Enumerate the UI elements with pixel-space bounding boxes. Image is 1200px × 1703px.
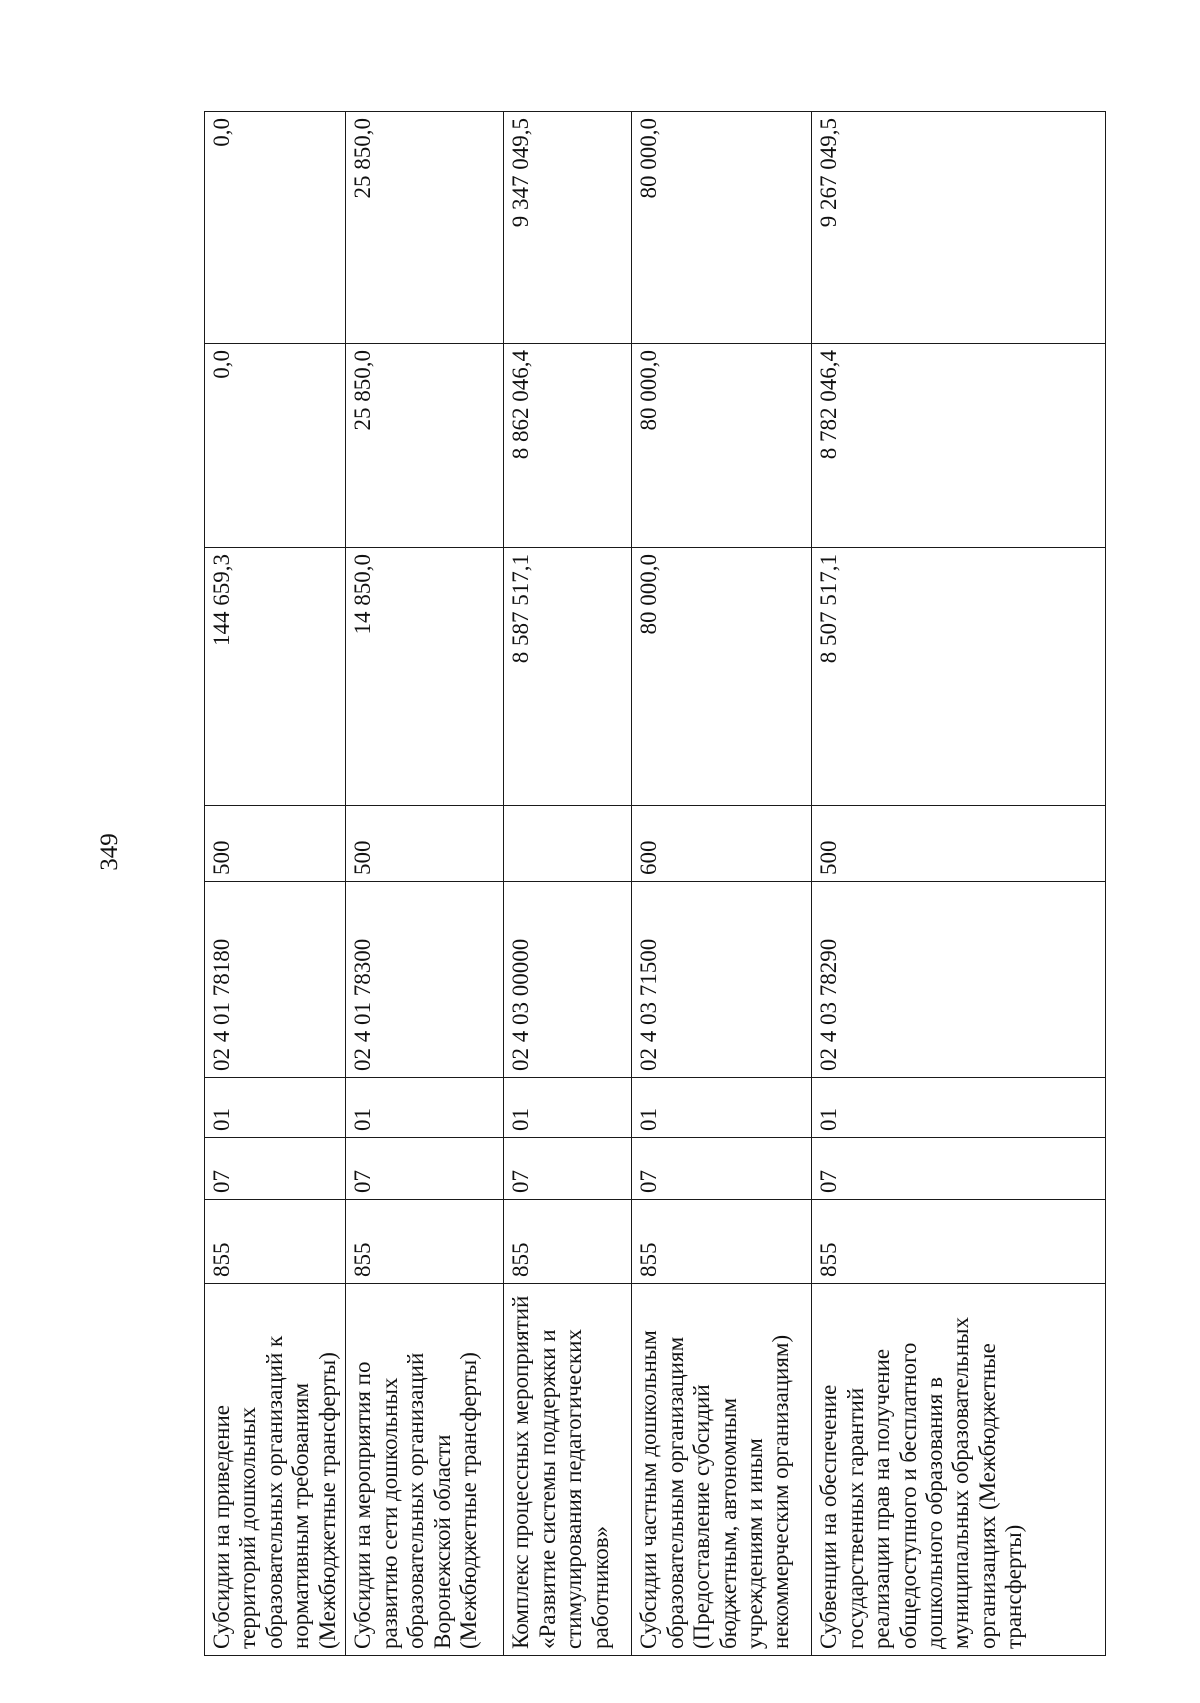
amount-year3-cell: 25 850,0 xyxy=(346,112,504,344)
subsection-cell: 01 xyxy=(346,1078,504,1138)
grbs-cell: 855 xyxy=(632,1200,812,1284)
target-article-cell: 02 4 01 78300 xyxy=(346,882,504,1078)
grbs-cell: 855 xyxy=(346,1200,504,1284)
table-row xyxy=(504,112,632,1656)
amount-year2-cell: 80 000,0 xyxy=(632,344,812,548)
row-name-cell: Субсидии на мероприятия по развитию сети дошкольных образовательных организаций Воронежской области (Межбюджетные трансферты) xyxy=(346,1284,504,1656)
target-article-cell: 02 4 03 78290 xyxy=(812,882,1106,1078)
grbs-cell: 855 xyxy=(504,1200,632,1284)
amount-year3-cell: 9 347 049,5 xyxy=(504,112,632,344)
expense-type-cell: 600 xyxy=(632,806,812,882)
section-cell: 07 xyxy=(632,1138,812,1200)
section-cell: 07 xyxy=(812,1138,1106,1200)
expense-type-cell: 500 xyxy=(205,806,346,882)
subsection-cell: 01 xyxy=(205,1078,346,1138)
table-row xyxy=(205,112,346,1656)
grbs-cell: 855 xyxy=(205,1200,346,1284)
amount-year3-cell: 9 267 049,5 xyxy=(812,112,1106,344)
page-number: 349 xyxy=(96,833,123,871)
grbs-cell: 855 xyxy=(812,1200,1106,1284)
table-row xyxy=(632,112,812,1656)
row-name-cell: Комплекс процессных мероприятий «Развитие системы поддержки и стимулирования педагогических работников» xyxy=(504,1284,632,1656)
section-cell: 07 xyxy=(346,1138,504,1200)
subsection-cell: 01 xyxy=(504,1078,632,1138)
amount-year2-cell: 8 782 046,4 xyxy=(812,344,1106,548)
target-article-cell: 02 4 03 71500 xyxy=(632,882,812,1078)
row-name-cell: Субсидии частным дошкольным образовательным организациям (Предоставление субсидий бюджетным, автономным учреждениям и иным некоммерческим организациям) xyxy=(632,1284,812,1656)
amount-year3-cell: 80 000,0 xyxy=(632,112,812,344)
expense-type-cell xyxy=(504,806,632,882)
expense-type-cell: 500 xyxy=(346,806,504,882)
budget-table xyxy=(204,111,1106,1656)
section-cell: 07 xyxy=(205,1138,346,1200)
row-name-cell: Субсидии на приведение территорий дошкольных образовательных организаций к нормативным требованиям (Межбюджетные трансферты) xyxy=(205,1284,346,1656)
section-cell: 07 xyxy=(504,1138,632,1200)
subsection-cell: 01 xyxy=(812,1078,1106,1138)
target-article-cell: 02 4 03 00000 xyxy=(504,882,632,1078)
subsection-cell: 01 xyxy=(632,1078,812,1138)
amount-year2-cell: 8 862 046,4 xyxy=(504,344,632,548)
amount-year1-cell: 80 000,0 xyxy=(632,548,812,806)
amount-year1-cell: 8 507 517,1 xyxy=(812,548,1106,806)
amount-year3-cell: 0,0 xyxy=(205,112,346,344)
amount-year1-cell: 144 659,3 xyxy=(205,548,346,806)
table-row xyxy=(346,112,504,1656)
target-article-cell: 02 4 01 78180 xyxy=(205,882,346,1078)
amount-year2-cell: 25 850,0 xyxy=(346,344,504,548)
rotated-table-frame xyxy=(204,112,1092,1656)
row-name-cell: Субвенции на обеспечение государственных гарантий реализации прав на получение общедоступного и бесплатного дошкольного образования в муниципальных образовательных организациях (Межбюджетные трансферты) xyxy=(812,1284,1106,1656)
amount-year1-cell: 8 587 517,1 xyxy=(504,548,632,806)
amount-year1-cell: 14 850,0 xyxy=(346,548,504,806)
amount-year2-cell: 0,0 xyxy=(205,344,346,548)
expense-type-cell: 500 xyxy=(812,806,1106,882)
table-row xyxy=(812,112,1106,1656)
